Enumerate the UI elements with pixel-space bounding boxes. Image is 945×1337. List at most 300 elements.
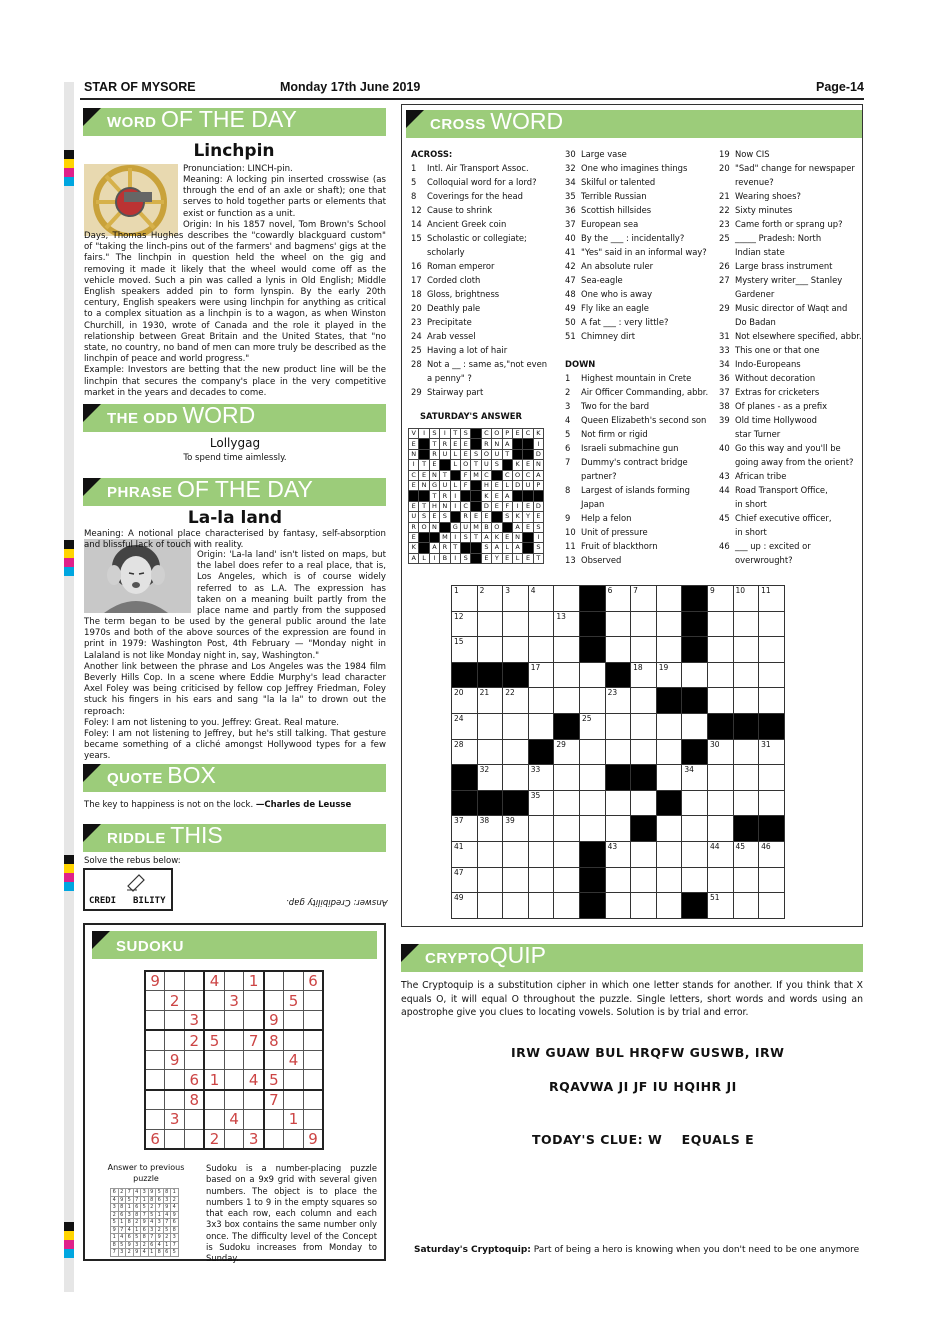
crossword-cell[interactable] (605, 867, 631, 893)
answer-cell: M (471, 470, 481, 480)
crossword-cell[interactable] (477, 893, 503, 919)
crossword-cell[interactable] (452, 713, 478, 739)
crossword-cell[interactable] (477, 713, 503, 739)
crossword-cell[interactable] (682, 790, 708, 816)
crossword-cell[interactable] (707, 893, 733, 919)
crossword-cell[interactable] (733, 790, 759, 816)
crossword-cell[interactable] (452, 867, 478, 893)
crossword-cell[interactable] (554, 867, 580, 893)
answer-cell: T (502, 449, 512, 459)
crossword-black-cell (579, 586, 605, 612)
crossword-cell[interactable] (682, 816, 708, 842)
crossword-cell[interactable] (707, 688, 733, 714)
clue-number: 4 (530, 586, 536, 595)
answer-cell: E (502, 532, 512, 542)
crossword-cell[interactable] (759, 893, 785, 919)
crossword-cell[interactable] (477, 867, 503, 893)
answer-cell: L (450, 460, 460, 470)
previous-answer-cell: 1 (148, 1249, 156, 1257)
crossword-black-cell (733, 816, 759, 842)
sudoku-empty-cell[interactable] (204, 1011, 224, 1031)
previous-answer-cell: 9 (133, 1249, 141, 1257)
sudoku-empty-cell[interactable] (244, 1110, 264, 1130)
word-pronunciation: Pronunciation: LINCH-pin. (183, 164, 293, 174)
crossword-cell[interactable] (707, 611, 733, 637)
crossword-cell[interactable] (452, 893, 478, 919)
answer-cell: G (450, 522, 460, 532)
crossword-cell[interactable] (605, 816, 631, 842)
sudoku-given-cell: 3 (244, 1129, 264, 1149)
previous-answer-cell: 5 (126, 1196, 134, 1204)
sudoku-empty-cell[interactable] (185, 971, 205, 991)
previous-answer-cell: 7 (133, 1196, 141, 1204)
answer-cell: R (440, 491, 450, 501)
crossword-cell[interactable] (579, 688, 605, 714)
page-number: Page-14 (816, 80, 864, 94)
crossword-cell[interactable] (656, 611, 682, 637)
previous-answer-cell: 9 (171, 1211, 179, 1219)
sudoku-empty-cell[interactable] (264, 1050, 284, 1070)
answer-cell: A (502, 439, 512, 449)
previous-answer-cell: 4 (148, 1219, 156, 1227)
crossword-cell[interactable] (605, 841, 631, 867)
sudoku-grid[interactable] (144, 970, 324, 1150)
crossword-cell[interactable] (477, 611, 503, 637)
crossword-cell[interactable] (656, 662, 682, 688)
previous-answer-cell: 7 (111, 1249, 119, 1257)
clue-number: 24 (454, 713, 464, 723)
crossword-cell[interactable] (605, 586, 631, 612)
clue-number: 49 (454, 893, 464, 903)
answer-cell (471, 480, 481, 490)
clue-number: 19 (658, 662, 669, 672)
answer-cell (440, 522, 450, 532)
crossword-cell[interactable] (631, 867, 657, 893)
sudoku-empty-cell[interactable] (224, 1011, 244, 1031)
sudoku-empty-cell[interactable] (145, 991, 165, 1011)
previous-answer-cell: 2 (163, 1234, 171, 1242)
crossword-cell[interactable] (682, 713, 708, 739)
phrase-of-day-header: PHRASE OF THE DAY (83, 478, 386, 506)
answer-cell: D (512, 480, 522, 490)
clue-49: 49 Fly like an eagle (565, 303, 649, 313)
answer-cell: P (533, 480, 543, 490)
crossword-black-cell (452, 790, 478, 816)
previous-answer-cell: 6 (148, 1241, 156, 1249)
crossword-cell[interactable] (452, 739, 478, 765)
crossword-cell[interactable] (605, 893, 631, 919)
crossword-cell[interactable] (733, 688, 759, 714)
crossword-cell[interactable] (733, 662, 759, 688)
crossword-cell[interactable] (503, 688, 529, 714)
crossword-cell[interactable] (656, 765, 682, 791)
crossword-cell[interactable] (759, 688, 785, 714)
crossword-cell[interactable] (503, 893, 529, 919)
crossword-cell[interactable] (554, 893, 580, 919)
crossword-cell[interactable] (759, 867, 785, 893)
sudoku-empty-cell[interactable] (264, 991, 284, 1011)
odd-word-header: THE ODD WORD (83, 404, 386, 432)
crossword-cell[interactable] (682, 765, 708, 791)
crossword-cell[interactable] (707, 662, 733, 688)
sudoku-empty-cell[interactable] (204, 1110, 224, 1130)
crossword-cell[interactable] (656, 739, 682, 765)
crossword-cell[interactable] (605, 637, 631, 663)
crossword-cell[interactable] (631, 637, 657, 663)
phrase-dialogue-1: Foley: I am not listening to you. Jeffrey: Great. Real mature. (84, 717, 340, 728)
crossword-cell[interactable] (503, 816, 529, 842)
crossword-cell[interactable] (579, 816, 605, 842)
crossword-cell[interactable] (528, 611, 554, 637)
sudoku-empty-cell[interactable] (284, 1011, 304, 1031)
previous-answer-cell: 1 (126, 1204, 134, 1212)
crossword-black-cell (554, 713, 580, 739)
crossword-cell[interactable] (733, 586, 759, 612)
clue-25: 25 _____ Pradesh: North (719, 233, 822, 243)
sudoku-empty-cell[interactable] (145, 1030, 165, 1050)
crossword-cell[interactable] (656, 713, 682, 739)
clue-42: 42 An absolute ruler (565, 261, 654, 271)
crossword-cell[interactable] (579, 765, 605, 791)
previous-answer-cell: 8 (111, 1241, 119, 1249)
crossword-cell[interactable] (656, 586, 682, 612)
crossword-cell[interactable] (656, 637, 682, 663)
crossword-cell[interactable] (656, 841, 682, 867)
crossword-cell[interactable] (452, 611, 478, 637)
cryptoquip-line-2: RQAVWA JI JF IU HQIHR JI (549, 1079, 737, 1094)
crossword-cell[interactable] (631, 662, 657, 688)
clue-continuation: Japan (581, 499, 605, 509)
crossword-cell[interactable] (707, 637, 733, 663)
crossword-cell[interactable] (656, 816, 682, 842)
answer-cell: A (492, 543, 502, 553)
crossword-cell[interactable] (477, 637, 503, 663)
sudoku-empty-cell[interactable] (224, 1030, 244, 1050)
clue-29: 29 Stairway part (411, 387, 484, 397)
crossword-cell[interactable] (528, 893, 554, 919)
crossword-cell[interactable] (631, 688, 657, 714)
sudoku-given-cell: 4 (204, 971, 224, 991)
crossword-cell[interactable] (605, 611, 631, 637)
sudoku-empty-cell[interactable] (244, 1090, 264, 1110)
crossword-cell[interactable] (477, 816, 503, 842)
previous-answer-cell: 9 (148, 1189, 156, 1197)
sudoku-empty-cell[interactable] (244, 1011, 264, 1031)
sudoku-given-cell: 6 (303, 971, 323, 991)
crossword-cell[interactable] (631, 841, 657, 867)
crossword-cell[interactable] (631, 893, 657, 919)
crossword-cell[interactable] (579, 790, 605, 816)
sudoku-empty-cell[interactable] (244, 991, 264, 1011)
sudoku-empty-cell[interactable] (185, 1050, 205, 1070)
sudoku-empty-cell[interactable] (284, 1030, 304, 1050)
clue-continuation: in short (735, 499, 767, 509)
clue-12: 12 Cause to shrink (411, 205, 493, 215)
crossword-cell[interactable] (477, 586, 503, 612)
answer-cell (492, 470, 502, 480)
crossword-cell[interactable] (528, 637, 554, 663)
crossword-cell[interactable] (759, 790, 785, 816)
sudoku-given-cell: 6 (185, 1070, 205, 1090)
sudoku-empty-cell[interactable] (303, 1090, 323, 1110)
answer-cell (419, 491, 429, 501)
crossword-cell[interactable] (605, 713, 631, 739)
clue-number: 46 (761, 841, 771, 851)
clue-number: 17 (530, 662, 541, 672)
crossword-cell[interactable] (733, 611, 759, 637)
clue-continuation: Do Badan (735, 317, 776, 327)
phrase-meaning: Meaning: A notional place characterised by fantasy, self-absorption and blissful lack of touch with reality. (84, 529, 386, 551)
sudoku-empty-cell[interactable] (224, 971, 244, 991)
sudoku-empty-cell[interactable] (303, 1110, 323, 1130)
crossword-black-cell (503, 662, 529, 688)
crossword-cell[interactable] (759, 586, 785, 612)
answer-cell (419, 449, 429, 459)
phrase-history: The term began to be used by the general public around the late 1970s and both of the above sources of the expression are found in print in 1979: Washington Post, 4th February — "Monday night in Lalaland is not like Monday night in, say, Washington." (84, 617, 386, 661)
crossword-cell[interactable] (759, 739, 785, 765)
crossword-cell[interactable] (631, 739, 657, 765)
clue-3: 3 Two for the bard (565, 401, 650, 411)
crossword-cell[interactable] (579, 739, 605, 765)
clue-number: 38 (479, 816, 490, 826)
answer-cell (471, 439, 481, 449)
previous-answer-cell: 2 (156, 1226, 164, 1234)
crossword-cell[interactable] (554, 662, 580, 688)
crossword-cell[interactable] (554, 739, 580, 765)
crossword-black-cell (656, 790, 682, 816)
sudoku-empty-cell[interactable] (264, 1129, 284, 1149)
crossword-cell[interactable] (579, 713, 605, 739)
quote-text: The key to happiness is not on the lock. —Charles de Leusse (84, 800, 352, 810)
sudoku-empty-cell[interactable] (224, 1129, 244, 1149)
sudoku-given-cell: 7 (264, 1090, 284, 1110)
sudoku-empty-cell[interactable] (165, 1011, 185, 1031)
answer-cell (523, 439, 533, 449)
crossword-black-cell (656, 688, 682, 714)
sudoku-empty-cell[interactable] (303, 1011, 323, 1031)
crossword-black-cell (579, 611, 605, 637)
crossword-cell[interactable] (733, 867, 759, 893)
crossword-cell[interactable] (528, 713, 554, 739)
sudoku-empty-cell[interactable] (145, 1050, 165, 1070)
sudoku-empty-cell[interactable] (185, 1110, 205, 1130)
crossword-cell[interactable] (707, 790, 733, 816)
across-clues-col2 (565, 147, 707, 343)
crossword-cell[interactable] (656, 867, 682, 893)
crossword-cell[interactable] (528, 586, 554, 612)
previous-answer-cell: 9 (111, 1226, 119, 1234)
crossword-cell[interactable] (528, 841, 554, 867)
sudoku-empty-cell[interactable] (145, 1090, 165, 1110)
crossword-cell[interactable] (733, 765, 759, 791)
clue-25: 25 Having a lot of hair (411, 345, 508, 355)
crossword-cell[interactable] (554, 816, 580, 842)
sudoku-empty-cell[interactable] (284, 971, 304, 991)
crossword-cell[interactable] (503, 611, 529, 637)
sudoku-empty-cell[interactable] (284, 1070, 304, 1090)
answer-cell: C (502, 470, 512, 480)
crossword-cell[interactable] (605, 790, 631, 816)
answer-cell: E (492, 501, 502, 511)
crossword-cell[interactable] (528, 867, 554, 893)
sudoku-empty-cell[interactable] (244, 1050, 264, 1070)
crossword-cell[interactable] (631, 790, 657, 816)
crossword-cell[interactable] (452, 637, 478, 663)
crossword-cell[interactable] (554, 790, 580, 816)
crossword-cell[interactable] (605, 739, 631, 765)
previous-answer-cell: 8 (133, 1211, 141, 1219)
crossword-cell[interactable] (707, 867, 733, 893)
sudoku-empty-cell[interactable] (165, 1129, 185, 1149)
crossword-cell[interactable] (707, 841, 733, 867)
answer-cell: D (481, 501, 491, 511)
crossword-cell[interactable] (528, 688, 554, 714)
sudoku-empty-cell[interactable] (165, 971, 185, 991)
crossword-cell[interactable] (605, 688, 631, 714)
crossword-cell[interactable] (503, 841, 529, 867)
crossword-cell[interactable] (477, 841, 503, 867)
answer-cell (440, 460, 450, 470)
crossword-cell[interactable] (733, 841, 759, 867)
crossword-cell[interactable] (477, 688, 503, 714)
sudoku-given-cell: 9 (303, 1129, 323, 1149)
sudoku-empty-cell[interactable] (145, 1070, 165, 1090)
crossword-black-cell (579, 867, 605, 893)
sudoku-empty-cell[interactable] (204, 991, 224, 1011)
answer-cell (471, 501, 481, 511)
answer-cell: I (419, 429, 429, 439)
sudoku-empty-cell[interactable] (185, 1129, 205, 1149)
answer-cell: R (481, 439, 491, 449)
crossword-cell[interactable] (528, 790, 554, 816)
sudoku-empty-cell[interactable] (303, 991, 323, 1011)
answer-cell: C (409, 470, 419, 480)
crossword-cell[interactable] (682, 662, 708, 688)
crossword-cell[interactable] (682, 867, 708, 893)
crossword-cell[interactable] (707, 739, 733, 765)
previous-answer-cell: 8 (126, 1219, 134, 1227)
sudoku-empty-cell[interactable] (185, 991, 205, 1011)
crossword-cell[interactable] (656, 893, 682, 919)
sudoku-empty-cell[interactable] (303, 1050, 323, 1070)
crossword-black-cell (528, 739, 554, 765)
crossword-cell[interactable] (554, 586, 580, 612)
sudoku-empty-cell[interactable] (145, 1011, 165, 1031)
crossword-cell[interactable] (554, 765, 580, 791)
answer-cell: O (460, 460, 470, 470)
answer-cell: Y (492, 553, 502, 563)
crossword-cell[interactable] (759, 841, 785, 867)
crossword-cell[interactable] (631, 713, 657, 739)
crossword-cell[interactable] (554, 688, 580, 714)
sudoku-empty-cell[interactable] (204, 1090, 224, 1110)
crossword-cell[interactable] (477, 739, 503, 765)
crossword-cell[interactable] (503, 739, 529, 765)
crossword-cell[interactable] (733, 893, 759, 919)
answer-cell: V (409, 429, 419, 439)
cryptoquip-header: CRYPTOQUIP (401, 944, 863, 972)
crossword-cell[interactable] (503, 586, 529, 612)
clue-1: 1 Intl. Air Transport Assoc. (411, 163, 529, 173)
crossword-cell[interactable] (528, 816, 554, 842)
sudoku-given-cell: 2 (204, 1129, 224, 1149)
sudoku-empty-cell[interactable] (284, 1129, 304, 1149)
crossword-grid[interactable] (451, 585, 785, 919)
crossword-cell[interactable] (452, 586, 478, 612)
sudoku-empty-cell[interactable] (264, 1110, 284, 1130)
crossword-cell[interactable] (503, 713, 529, 739)
crossword-cell[interactable] (759, 765, 785, 791)
sudoku-given-cell: 2 (185, 1030, 205, 1050)
crossword-cell[interactable] (554, 841, 580, 867)
sudoku-empty-cell[interactable] (224, 1070, 244, 1090)
previous-answer-cell: 5 (163, 1226, 171, 1234)
sudoku-empty-cell[interactable] (165, 1090, 185, 1110)
crossword-cell[interactable] (759, 637, 785, 663)
answer-cell (460, 491, 470, 501)
crossword-cell[interactable] (503, 765, 529, 791)
sudoku-empty-cell[interactable] (165, 1070, 185, 1090)
sudoku-empty-cell[interactable] (165, 1030, 185, 1050)
sudoku-empty-cell[interactable] (303, 1030, 323, 1050)
clue-10: 10 Unit of pressure (565, 527, 648, 537)
cmyk-registration-mark (64, 1222, 74, 1258)
sudoku-empty-cell[interactable] (224, 1090, 244, 1110)
clue-number: 10 (735, 586, 746, 595)
answer-cell: E (523, 522, 533, 532)
crossword-cell[interactable] (452, 841, 478, 867)
answer-cell: E (450, 439, 460, 449)
answer-cell: S (460, 429, 470, 439)
crossword-cell[interactable] (631, 586, 657, 612)
crossword-cell[interactable] (631, 611, 657, 637)
sudoku-empty-cell[interactable] (145, 1110, 165, 1130)
crossword-cell[interactable] (759, 611, 785, 637)
crossword-cell[interactable] (528, 662, 554, 688)
crossword-cell[interactable] (503, 637, 529, 663)
cmyk-registration-mark (64, 150, 74, 186)
crossword-cell[interactable] (682, 841, 708, 867)
answer-cell (502, 460, 512, 470)
crossword-cell[interactable] (452, 688, 478, 714)
previous-answer-cell: 1 (171, 1189, 179, 1197)
sudoku-empty-cell[interactable] (224, 1050, 244, 1070)
sudoku-empty-cell[interactable] (284, 1090, 304, 1110)
crossword-cell[interactable] (554, 611, 580, 637)
crossword-cell[interactable] (477, 765, 503, 791)
sudoku-empty-cell[interactable] (264, 971, 284, 991)
crossword-cell[interactable] (579, 662, 605, 688)
crossword-cell[interactable] (554, 637, 580, 663)
answer-cell (523, 543, 533, 553)
word-meaning: Meaning: A locking pin inserted crosswise (as through the end of an axle or shaft); one that serves to hold together parts or elements that exist or function as a unit. (183, 175, 386, 219)
crossword-cell[interactable] (452, 816, 478, 842)
sudoku-given-cell: 3 (185, 1011, 205, 1031)
crossword-cell[interactable] (733, 739, 759, 765)
sudoku-empty-cell[interactable] (204, 1050, 224, 1070)
crossword-cell[interactable] (707, 765, 733, 791)
answer-cell: N (429, 522, 439, 532)
sudoku-empty-cell[interactable] (303, 1070, 323, 1090)
crossword-cell[interactable] (503, 867, 529, 893)
crossword-cell[interactable] (707, 816, 733, 842)
crossword-cell[interactable] (528, 765, 554, 791)
crossword-cell[interactable] (707, 586, 733, 612)
crossword-cell[interactable] (759, 662, 785, 688)
answer-cell: T (533, 553, 543, 563)
previous-answer-cell: 5 (118, 1241, 126, 1249)
crossword-cell[interactable] (733, 637, 759, 663)
